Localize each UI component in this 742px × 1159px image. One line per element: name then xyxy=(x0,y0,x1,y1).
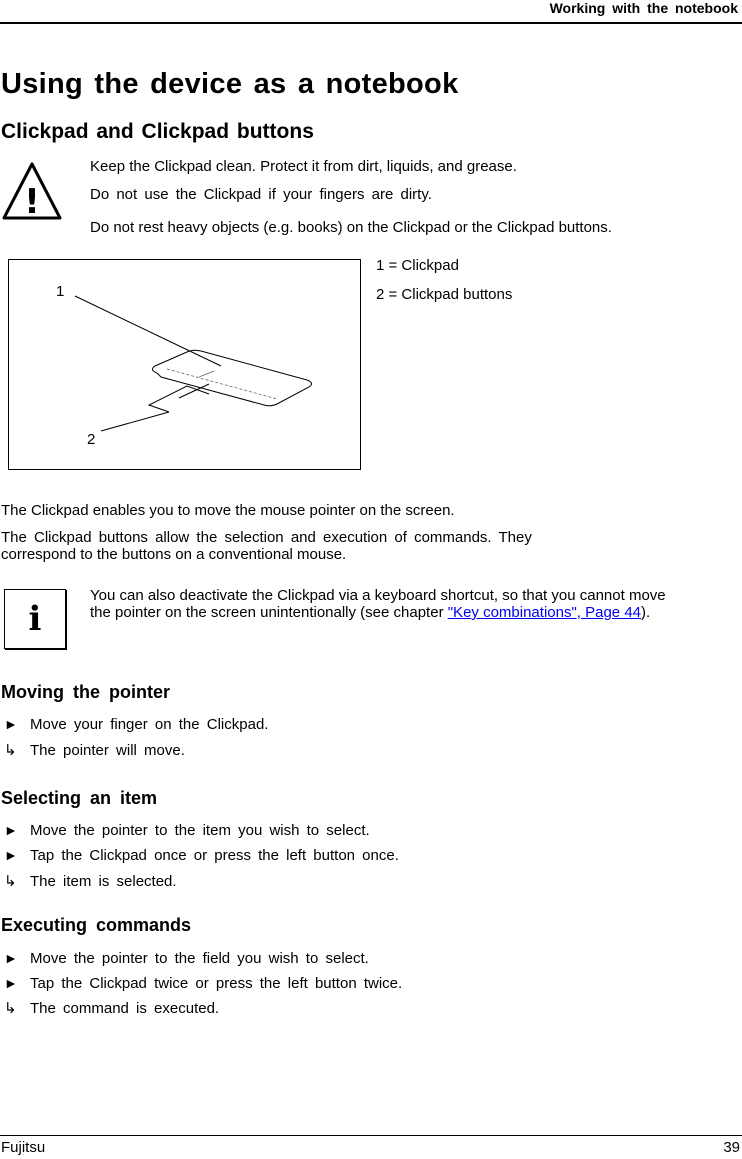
result-item: ↳ The command is executed. xyxy=(4,1000,220,1017)
clickpad-figure xyxy=(8,259,361,470)
figure-label-1: 1 xyxy=(56,283,65,300)
legend-item: 2 = Clickpad buttons xyxy=(376,286,513,303)
paragraph: The Clickpad enables you to move the mouse pointer on the screen. xyxy=(1,502,455,519)
leader-line-2 xyxy=(101,412,169,431)
page-title: Using the device as a notebook xyxy=(1,68,459,100)
subsection-title-selecting: Selecting an item xyxy=(1,788,158,808)
info-text: You can also deactivate the Clickpad via a keyboard shortcut, so that you cannot move xyxy=(90,587,666,604)
info-symbol: i xyxy=(28,599,42,639)
paragraph: The Clickpad buttons allow the selection and execution of commands. They xyxy=(1,529,532,546)
page-number: 39 xyxy=(723,1139,740,1156)
result-item: ↳ The pointer will move. xyxy=(4,742,185,759)
step-item: ► Tap the Clickpad once or press the left button once. xyxy=(4,847,399,864)
result-arrow-icon: ↳ xyxy=(4,873,17,890)
bullet-icon: ► xyxy=(4,950,18,966)
step-item: ► Move the pointer to the field you wish to select. xyxy=(4,950,369,967)
subsection-title-moving: Moving the pointer xyxy=(1,682,170,702)
clickpad-drawing xyxy=(9,260,360,469)
header-rule xyxy=(0,22,742,24)
bullet-icon: ► xyxy=(4,716,18,732)
warning-line: Do not rest heavy objects (e.g. books) on the Clickpad or the Clickpad buttons. xyxy=(90,219,612,236)
step-item: ► Tap the Clickpad twice or press the left button twice. xyxy=(4,975,403,992)
warning-symbol: ! xyxy=(24,182,40,221)
legend-item: 1 = Clickpad xyxy=(376,257,459,274)
result-arrow-icon: ↳ xyxy=(4,1000,17,1017)
bullet-icon: ► xyxy=(4,975,18,991)
info-text-line2: the pointer on the screen unintentionally (see chapter "Key combinations", Page 44). xyxy=(90,604,651,621)
leader-line-1 xyxy=(75,296,221,366)
subsection-title-executing: Executing commands xyxy=(1,915,192,935)
paragraph: correspond to the buttons on a conventional mouse. xyxy=(1,546,347,563)
figure-label-2: 2 xyxy=(87,431,96,448)
step-item: ► Move the pointer to the item you wish to select. xyxy=(4,822,370,839)
result-arrow-icon: ↳ xyxy=(4,742,17,759)
section-title: Clickpad and Clickpad buttons xyxy=(1,120,314,143)
footer-rule xyxy=(0,1135,742,1136)
warning-icon xyxy=(2,161,62,221)
warning-line: Do not use the Clickpad if your fingers are dirty. xyxy=(90,186,432,203)
running-header: Working with the notebook xyxy=(549,0,738,16)
bullet-icon: ► xyxy=(4,847,18,863)
bullet-icon: ► xyxy=(4,822,18,838)
step-item: ► Move your finger on the Clickpad. xyxy=(4,716,269,733)
info-icon xyxy=(4,589,66,649)
result-item: ↳ The item is selected. xyxy=(4,873,177,890)
warning-line: Keep the Clickpad clean. Protect it from dirt, liquids, and grease. xyxy=(90,158,517,175)
footer-brand: Fujitsu xyxy=(1,1139,46,1156)
key-combinations-link[interactable]: "Key combinations", Page 44 xyxy=(447,604,641,621)
